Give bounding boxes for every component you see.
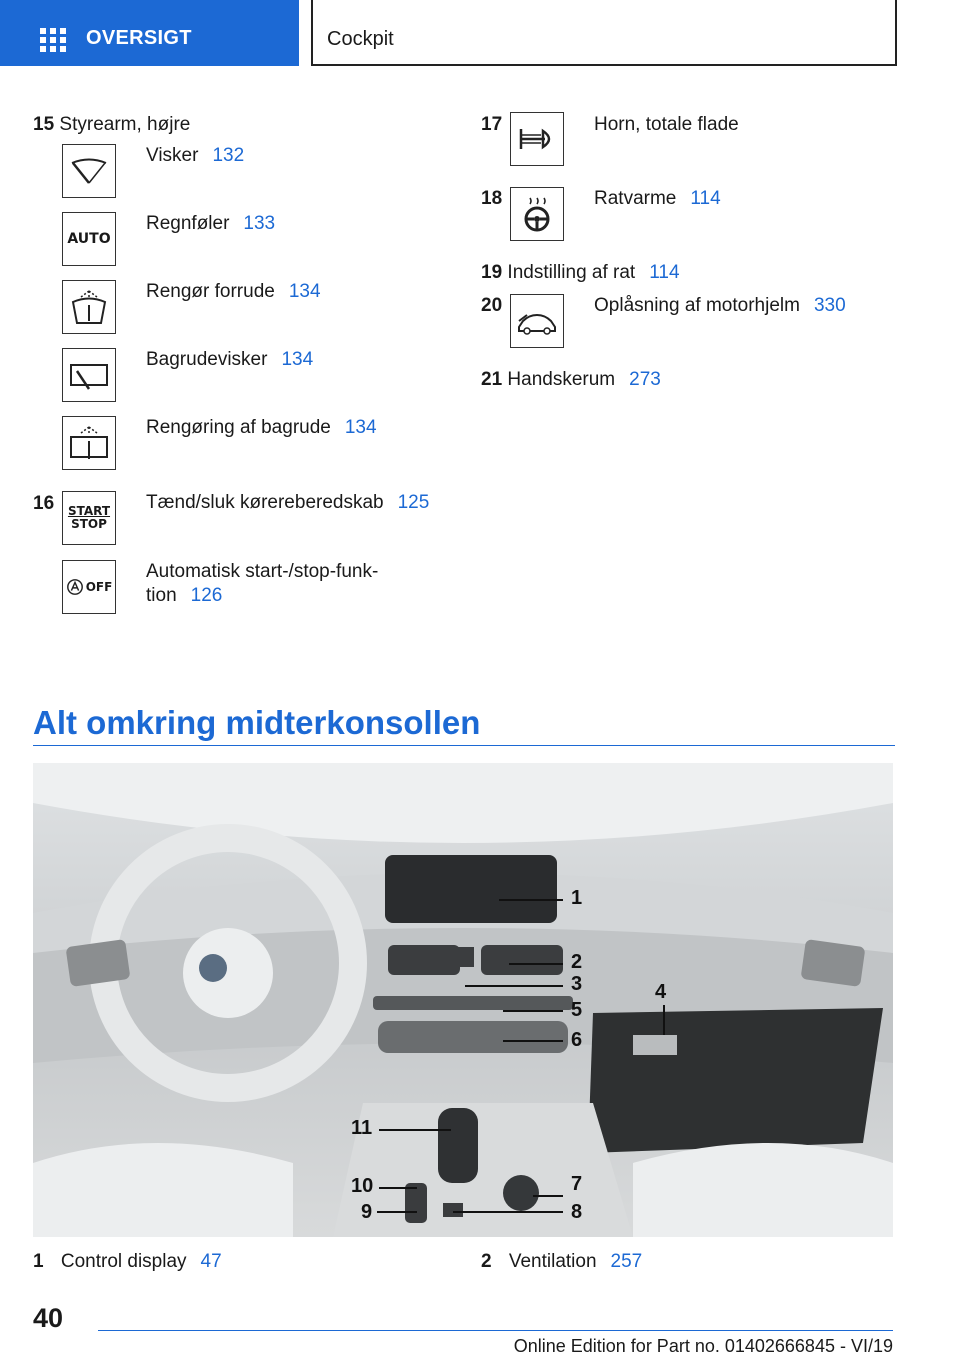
callout-1: 1 (571, 887, 583, 909)
hood-release-icon (510, 294, 564, 348)
page-link[interactable]: 330 (813, 295, 846, 316)
callout-line (499, 899, 563, 901)
callout-line (509, 963, 563, 965)
section-divider (33, 745, 895, 746)
page-link[interactable]: 257 (610, 1251, 643, 1272)
page-link[interactable]: 134 (288, 281, 321, 302)
auto-icon: AUTO (62, 212, 116, 266)
auto-start-stop-entry-line2: tion 126 (146, 585, 223, 606)
legend-item-1: 1 Control display 47 (33, 1251, 222, 1272)
callout-line (377, 1211, 417, 1213)
callout-line (503, 1040, 563, 1042)
callout-line (663, 1005, 665, 1035)
callout-11: 11 (351, 1117, 373, 1139)
page-number: 40 (33, 1303, 64, 1333)
callout-line (465, 985, 563, 987)
page-link[interactable]: 126 (190, 585, 223, 606)
callout-5: 5 (571, 999, 583, 1021)
hood-release-entry: Oplåsning af motorhjelm 330 (594, 295, 846, 316)
callout-9: 9 (361, 1201, 373, 1223)
wiper-icon (62, 144, 116, 198)
callout-7: 7 (571, 1173, 583, 1195)
item-18-number: 18 (481, 188, 503, 209)
rear-wiper-icon (62, 348, 116, 402)
page-link[interactable]: 125 (397, 492, 430, 513)
page-link[interactable]: 132 (212, 145, 245, 166)
callout-10: 10 (351, 1175, 374, 1197)
steering-heat-icon (510, 187, 564, 241)
rear-wiper-entry: Bagrudevisker 134 (146, 349, 314, 370)
item-17-number: 17 (481, 114, 503, 135)
page-link[interactable]: 134 (344, 417, 377, 438)
callout-2: 2 (571, 951, 583, 973)
item-20-number: 20 (481, 295, 503, 316)
windshield-washer-entry: Rengør forrude 134 (146, 281, 321, 302)
steering-heat-entry: Ratvarme 114 (594, 188, 721, 209)
callout-8: 8 (571, 1201, 583, 1223)
page-link[interactable]: 47 (200, 1251, 222, 1272)
section-label: OVERSIGT (86, 27, 192, 49)
footer-divider (98, 1330, 893, 1331)
footer-edition-text: Online Edition for Part no. 01402666845 - VI/19 (513, 1336, 893, 1356)
rain-sensor-entry: Regnføler 133 (146, 213, 276, 234)
auto-start-stop-entry-line1: Automatisk start-/stop-funk- (146, 561, 379, 582)
callout-3: 3 (571, 973, 583, 995)
section-title: Alt omkring midterkonsollen (33, 704, 481, 741)
callout-line (379, 1129, 451, 1131)
callout-line (379, 1187, 417, 1189)
page-link[interactable]: 134 (281, 349, 314, 370)
grid-icon (40, 28, 66, 52)
wiper-entry: Visker 132 (146, 145, 245, 166)
page-link[interactable]: 114 (649, 262, 680, 283)
start-stop-entry: Tænd/sluk kørereberedskab 125 (146, 492, 430, 513)
page-link[interactable]: 133 (243, 213, 276, 234)
callout-line (503, 1010, 563, 1012)
windshield-washer-icon (62, 280, 116, 334)
page-link[interactable]: 273 (629, 369, 661, 390)
item-21: 21 Handskerum 273 (481, 369, 661, 390)
horn-icon (510, 112, 564, 166)
chapter-title: Cockpit (327, 28, 394, 50)
rear-washer-icon (62, 416, 116, 470)
section-tab-oversigt[interactable] (0, 0, 299, 66)
callout-6: 6 (571, 1029, 583, 1051)
item-16-number: 16 (33, 493, 55, 514)
start-stop-icon: START STOP (62, 491, 116, 545)
page-link[interactable]: 114 (690, 188, 721, 209)
item-15: 15 Styrearm, højre (33, 114, 191, 135)
center-console-illustration (33, 763, 893, 1237)
callout-line (453, 1211, 563, 1213)
legend-item-2: 2 Ventilation 257 (481, 1251, 643, 1272)
dashboard-drawing (33, 763, 893, 1237)
item-19: 19 Indstilling af rat 114 (481, 262, 680, 283)
chapter-header (311, 0, 897, 66)
callout-line (533, 1195, 563, 1197)
horn-entry: Horn, totale flade (594, 114, 739, 135)
auto-start-stop-off-icon: OFF (62, 560, 116, 614)
callout-4: 4 (655, 981, 667, 1003)
rear-washer-entry: Rengøring af bagrude 134 (146, 417, 377, 438)
